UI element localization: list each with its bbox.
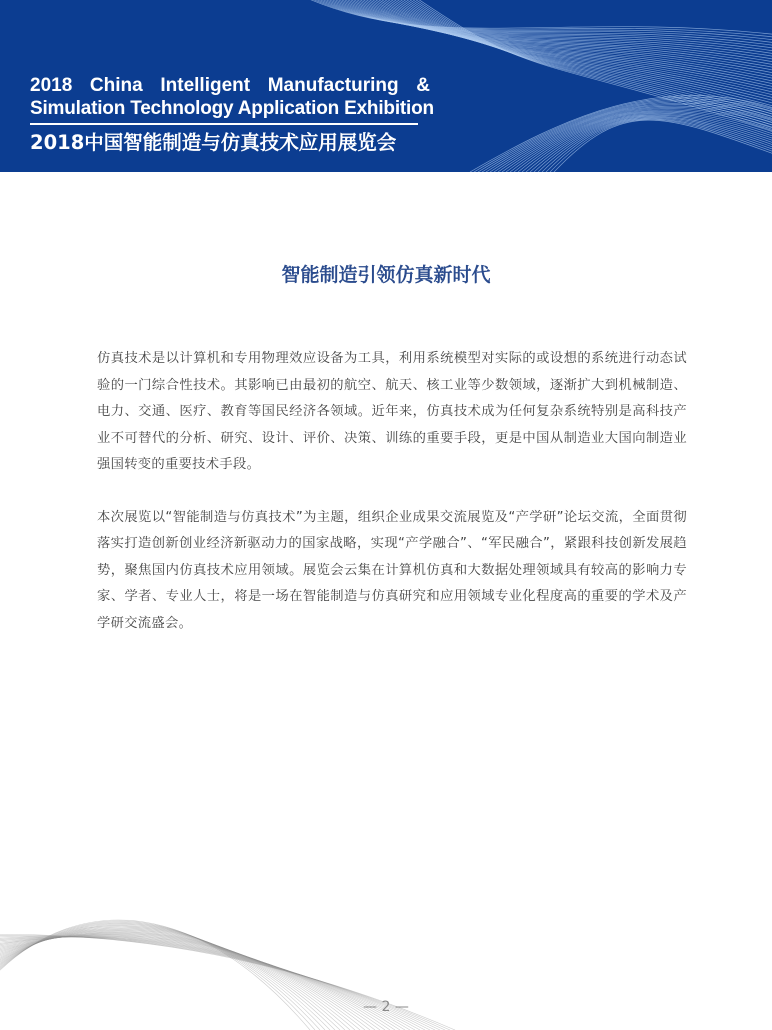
header-banner [0, 0, 772, 172]
title-english-line1: 2018 China Intelligent Manufacturing & [30, 75, 430, 96]
title-english [30, 74, 434, 120]
paragraph-exhibition: 本次展览以“智能制造与仿真技术”为主题，组织企业成果交流展览及“产学研”论坛交流，全面贯彻落实打造创新创业经济新驱动力的国家战略，实现“产学融合”、“军民融合”，紧跟科技创新发展趋势，聚焦国内仿真技术应用领域。展览会云集在计算机仿真和大数据处理领域具有较高的影响力专家、学者、专业人士，将是一场在智能制造与仿真研究和应用领域专业化程度高的重要的学术及产学研交流盛会。 [97, 509, 687, 631]
title-english-line2: Simulation Technology Application Exhibition [30, 98, 434, 119]
title-divider [30, 123, 418, 125]
page-number: — 2 — [363, 999, 409, 1015]
paragraph-intro: 仿真技术是以计算机和专用物理效应设备为工具，利用系统模型对实际的或设想的系统进行动态试验的一门综合性技术。其影响已由最初的航空、航天、核工业等少数领域，逐渐扩大到机械制造、电力、交通、医疗、教育等国民经济各领域。近年来，仿真技术成为任何复杂系统特别是高科技产业不可替代的分析、研究、设计、评价、决策、训练的重要手段，更是中国从制造业大国向制造业强国转变的重要技术手段。 [97, 351, 687, 472]
body-content [97, 346, 687, 637]
page-heading: 智能制造引领仿真新时代 [281, 264, 491, 286]
title-chinese: 2018中国智能制造与仿真技术应用展览会 [30, 131, 397, 154]
